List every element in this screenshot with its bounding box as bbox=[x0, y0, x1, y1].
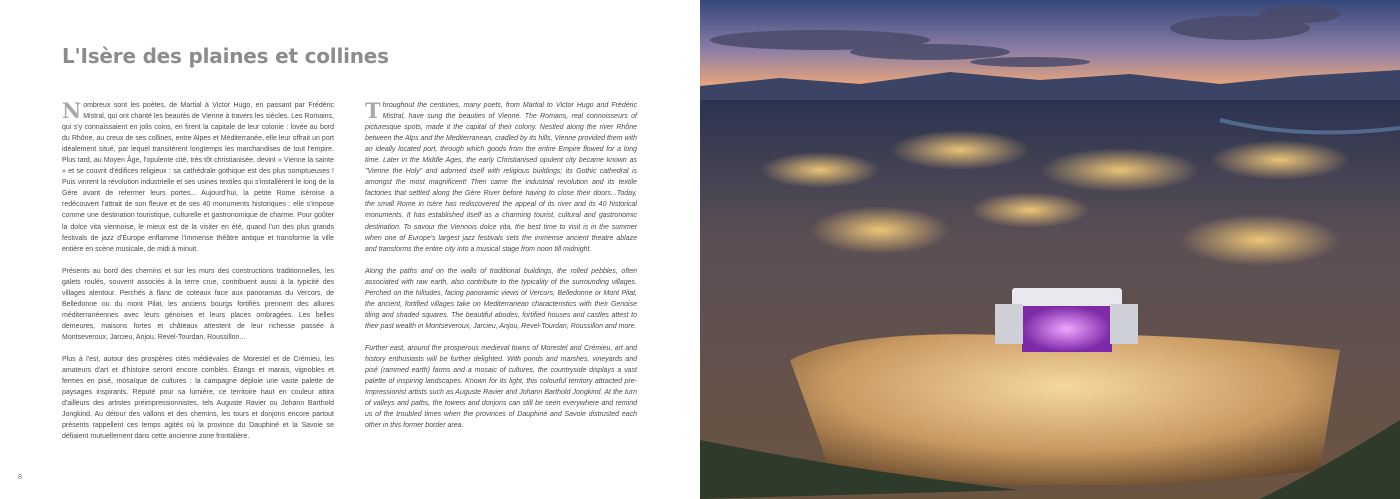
english-paragraph-3: Further east, around the prosperous medieval towns of Morestel and Crémieu, art and history enthusiasts will be further delighted. With ponds and marshes, vineyards and pisé (rammed earth) farms and a mosaic of cultures, the countryside displays a vast palette of inspiring landscapes. Known for its light, this colourful territory attracted pre-Impressionist artists such as Auguste Ravier and Johann Barthold Jongkind. At the turn of valleys and paths, the towers and donjons can still be seen everywhere and remind us of the troubled times when the provinces of Dauphiné and Savoie distrusted each other in this former border area. bbox=[365, 344, 637, 430]
french-paragraph-1 bbox=[62, 100, 334, 255]
page-number: 8 bbox=[18, 474, 22, 481]
french-paragraph-1-text: ombreux sont les poètes, de Martial à Victor Hugo, en passant par Frédéric Mistral, qui ont chanté les beautés de Vienne à travers les siècles. Les Romains, qui s'y connaissaient en jolis coins, en firent la capitale de leur colonie : lovée au bord du Rhône, au creux de ses collines, entre Alpes et Méditerranée, elle leur offrait un port idéalement situé, par lequel transitèrent longtemps les marchandises de tout l'empire. Plus tard, au Moyen Âge, l'opulente cité, très tôt christianisée, devint « Vienne la sainte » et se couvrit d'édifices religieux : sa cathédrale gothique est des plus somptueuses ! Puis vinrent la révolution industrielle et ses usines textiles qui s'installèrent le long de la Gère avant de refermer leurs portes... Aujourd'hui, la petite Rome iséroise a redécouvert l'attrait de son fleuve et de ses 40 monuments historiques : elle s'impose comme une destination touristique, culturelle et gastronomique de charme. Pour goûter la dolce vita viennoise, le mieux est de la visiter en été, quand l'un des plus grands festivals de jazz d'Europe enflamme l'immense théâtre antique et transforme la ville entière en scène musicale, de midi à minuit. bbox=[62, 102, 334, 253]
vienne-theatre-photo bbox=[700, 0, 1400, 499]
french-text-column bbox=[62, 100, 334, 442]
french-paragraph-3: Plus à l'est, autour des prospères cités médiévales de Morestel et de Crémieu, les amateurs d'art et d'histoire seront encore comblés. Étangs et marais, vignobles et fermes en pisé, mosaïque de cultures : la campagne déploie une vaste palette de paysages inspirants. Réputé pour sa lumière, ce territoire haut en couleur attira d'ailleurs des artistes préimpressionnistes, tels Auguste Ravier ou Johann Barthold Jongkind. Au détour des vallons et des chemins, les tours et donjons encore partout présents rappellent ces temps agités où la province du Dauphiné et la Savoie se défiaient mutuellement dans cette ancienne zone frontalière. bbox=[62, 355, 334, 441]
crowd bbox=[790, 334, 1340, 485]
stage-left-wing bbox=[995, 304, 1023, 344]
english-paragraph-1 bbox=[365, 100, 637, 255]
french-drop-cap: N bbox=[62, 98, 82, 123]
english-text-column bbox=[365, 100, 637, 431]
english-drop-cap: T bbox=[365, 98, 381, 123]
right-page bbox=[700, 0, 1400, 499]
page-title: L'Isère des plaines et collines bbox=[62, 44, 389, 68]
stage-right-wing bbox=[1110, 304, 1138, 344]
english-paragraph-1-text: hroughout the centuries, many poets, from Martial to Victor Hugo and Frédéric Mistral, have sung the beauties of Vienne. The Romans, real connoisseurs of picturesque spots, made it the capital of their colony. Nestled along the river Rhône between the Alps and the Mediterranean, cradled by its hills, Vienne provided them with an ideally located port, through which goods from the entire Empire flowed for a long time. Later in the Middle Ages, the early Christianised opulent city became known as "Vienne the Holy" and adorned itself with religious buildings; its Gothic cathedral is amongst the most magnificent! Then came the industrial revolution and its textile factories that settled along the Gère River before having to close their doors...Today, the small Rome in Isère has rediscovered the appeal of its river and its 40 historical monuments. It has established itself as a charming tourist, cultural and gastronomic destination. To savour the Viennois dolce vita, the best time to visit is in the summer when one of Europe's largest jazz festivals sets the immense ancient theatre ablaze and transforms the entire city into a musical stage from noon till midnight. bbox=[365, 102, 637, 253]
stage bbox=[1022, 306, 1112, 352]
english-paragraph-2: Along the paths and on the walls of traditional buildings, the rolled pebbles, often associated with raw earth, also contribute to the typicality of the surrounding villages. Perched on the hillsides, facing panoramic views of Vercors, Belledonne or Mont Pilat, the ancient, fortified villages take on Mediterranean characteristics with their Genoise tiling and shaded squares. The beautiful abodes, fortified houses and castles attest to their past wealth in Montseveroux, Jarcieu, Anjou, Revel-Tourdan, Roussillon and more. bbox=[365, 267, 637, 330]
french-paragraph-2: Présents au bord des chemins et sur les murs des constructions traditionnelles, les galets roulés, souvent associés à la terre crue, contribuent aussi à la typicité des villages alentour. Perchés à flanc de coteaux face aux panoramas du Vercors, de Belledonne ou du mont Pilat, les anciens bourgs fortifiés prennent des allures méditerranéennes avec leurs génoises et leurs places ombragées. Les belles demeures, maisons fortes et châteaux attestent de leur richesse passée à Montseveroux, Jarcieu, Anjou, Revel-Tourdan, Roussillon... bbox=[62, 267, 334, 341]
stage-roof bbox=[1012, 288, 1122, 306]
